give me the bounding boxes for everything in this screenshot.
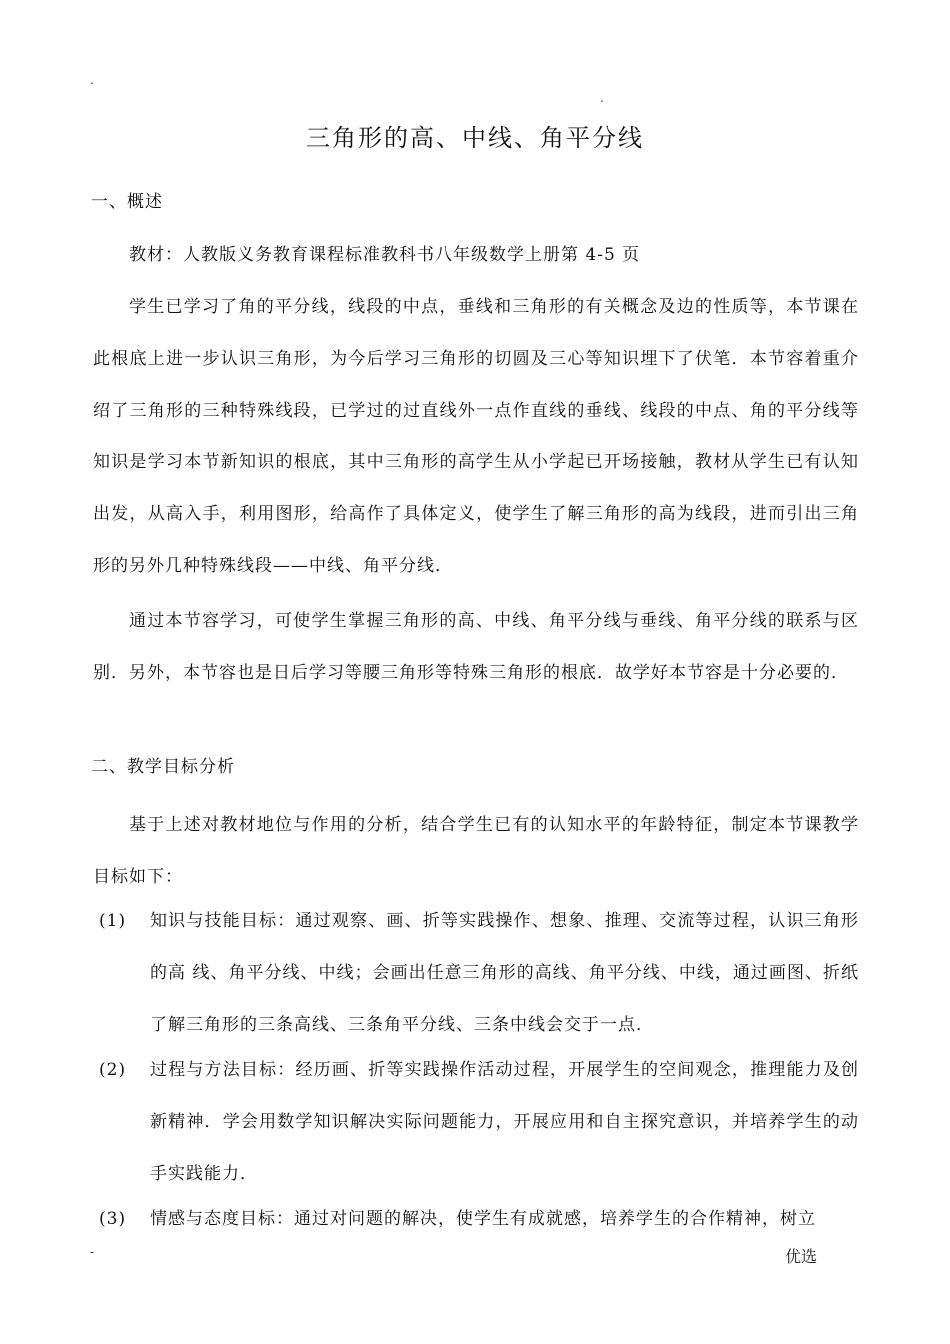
intro-paragraph: 学生已学习了角的平分线，线段的中点，垂线和三角形的有关概念及边的性质等，本节课在此根底上进一步认识三角形，为今后学习三角形的切圆及三心等知识埋下了伏笔．本节容着重介绍了三角形的三种特殊线段，已学过的过直线外一点作直线的垂线、线段的中点、角的平分线等知识是学习本节新知识的根底，其中三角形的高学生从小学起已开场接触，教材从学生已有认知出发，从高入手，利用图形，给高作了具体定义，使学生了解三角形的高为线段，进而引出三角形的另外几种特殊线段——中线、角平分线． (93, 297, 859, 576)
study-paragraph: 通过本节容学习，可使学生掌握三角形的高、中线、角平分线与垂线、角平分线的联系与区别．另外，本节容也是日后学习等腰三角形等特殊三角形的根底．故学好本节容是十分必要的． (93, 611, 859, 683)
goal-item-text: 过程与方法目标：经历画、折等实践操作活动过程，开展学生的空间观念，推理能力及创新精神．学会用数学知识解决实际问题能力，开展应用和自主探究意识，并培养学生的动手实践能力． (150, 1060, 859, 1184)
goal-item-text: 知识与技能目标：通过观察、画、折等实践操作、想象、推理、交流等过程，认识三角形的高 线、角平分线、中线；会画出任意三角形的高线、角平分线、中线，通过画图、折纸了解三角形的三条高线、三条角平分线、三条中线会交于一点． (150, 911, 859, 1035)
footer-dot-left: - (90, 1245, 95, 1259)
goals-intro-paragraph: 基于上述对教材地位与作用的分析，结合学生已有的认知水平的年龄特征，制定本节课教学目标如下： (93, 815, 859, 887)
goal-item-number: (1) (99, 911, 127, 931)
section-heading-goals: 二、教学目标分析 (91, 757, 235, 777)
material-paragraph: 教材：人教版义务教育课程标准教科书八年级数学上册第 4-5 页 (129, 245, 641, 265)
goal-item-number: (2) (99, 1060, 127, 1080)
goal-item-text: 情感与态度目标：通过对问题的解决，使学生有成就感，培养学生的合作精神，树立 (150, 1209, 816, 1229)
header-dot-left: . (90, 73, 94, 87)
header-dot-center: . (600, 91, 604, 105)
document-title: 三角形的高、中线、角平分线 (306, 124, 644, 152)
goal-item-number: (3) (99, 1209, 127, 1229)
footer-label: 优选 (785, 1247, 818, 1266)
section-heading-overview: 一、概述 (91, 192, 163, 212)
